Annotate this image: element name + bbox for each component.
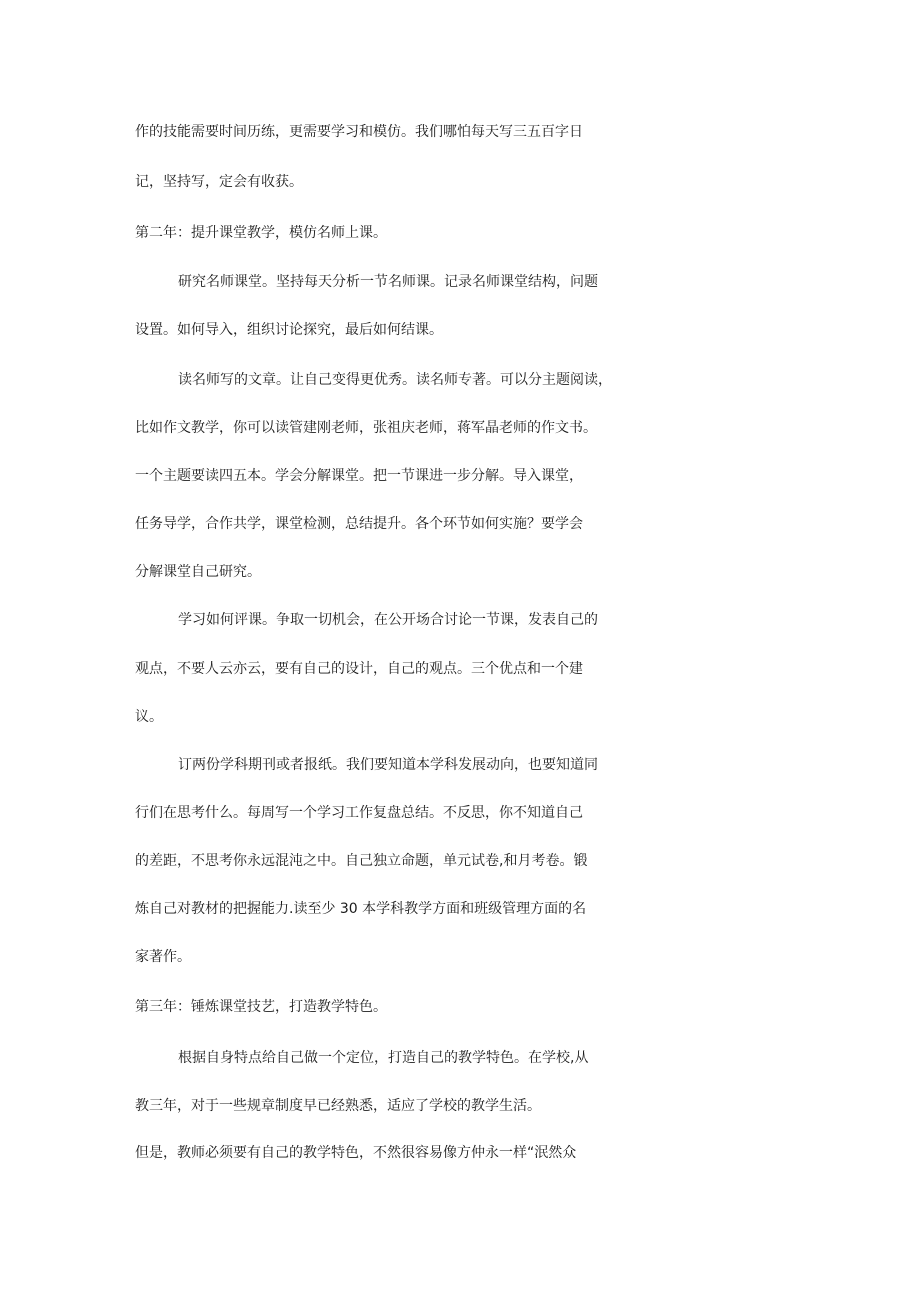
text-line: 议。 [135, 709, 163, 725]
text-line: 设置。如何导入，组织讨论探究，最后如何结课。 [135, 322, 443, 338]
text-line: 行们在思考什么。每周写一个学习工作复盘总结。不反思，你不知道自己 [135, 805, 583, 821]
section-heading-year-two: 第二年：提升课堂教学，模仿名师上课。 [135, 225, 387, 241]
text-line: 的差距，不思考你永远混沌之中。自己独立命题，单元试卷,和月考卷。锻 [135, 853, 588, 869]
text-line: 任务导学，合作共学，课堂检测，总结提升。各个环节如何实施？要学会 [135, 516, 583, 532]
text-line: 一个主题要读四五本。学会分解课堂。把一节课进一步分解。导入课堂， [135, 468, 583, 484]
text-line: 分解课堂自己研究。 [135, 564, 261, 580]
text-line: 根据自身特点给自己做一个定位，打造自己的教学特色。在学校,从 [178, 1050, 589, 1066]
text-line: 教三年，对于一些规章制度早已经熟悉，适应了学校的教学生活。 [135, 1098, 541, 1114]
text-line: 但是，教师必须要有自己的教学特色，不然很容易像方仲永一样“泯然众 [135, 1145, 577, 1161]
text-line: 记，坚持写，定会有收获。 [135, 174, 303, 190]
text-line: 家著作。 [135, 949, 191, 965]
text-line: 学习如何评课。争取一切机会，在公开场合讨论一节课，发表自己的 [178, 612, 598, 628]
text-line: 读名师写的文章。让自己变得更优秀。读名师专著。可以分主题阅读， [178, 372, 612, 388]
text-line: 炼自己对教材的把握能力.读至少 30 本学科教学方面和班级管理方面的名 [135, 901, 587, 917]
text-line: 观点，不要人云亦云，要有自己的设计，自己的观点。三个优点和一个建 [135, 661, 583, 677]
text-line: 研究名师课堂。坚持每天分析一节名师课。记录名师课堂结构，问题 [178, 274, 598, 290]
text-line: 订两份学科期刊或者报纸。我们要知道本学科发展动向，也要知道同 [178, 757, 598, 773]
section-heading-year-three: 第三年：锤炼课堂技艺，打造教学特色。 [135, 999, 387, 1015]
text-line: 比如作文教学，你可以读管建刚老师，张祖庆老师，蒋军晶老师的作文书。 [135, 420, 597, 436]
text-line: 作的技能需要时间历练，更需要学习和模仿。我们哪怕每天写三五百字日 [135, 124, 583, 140]
